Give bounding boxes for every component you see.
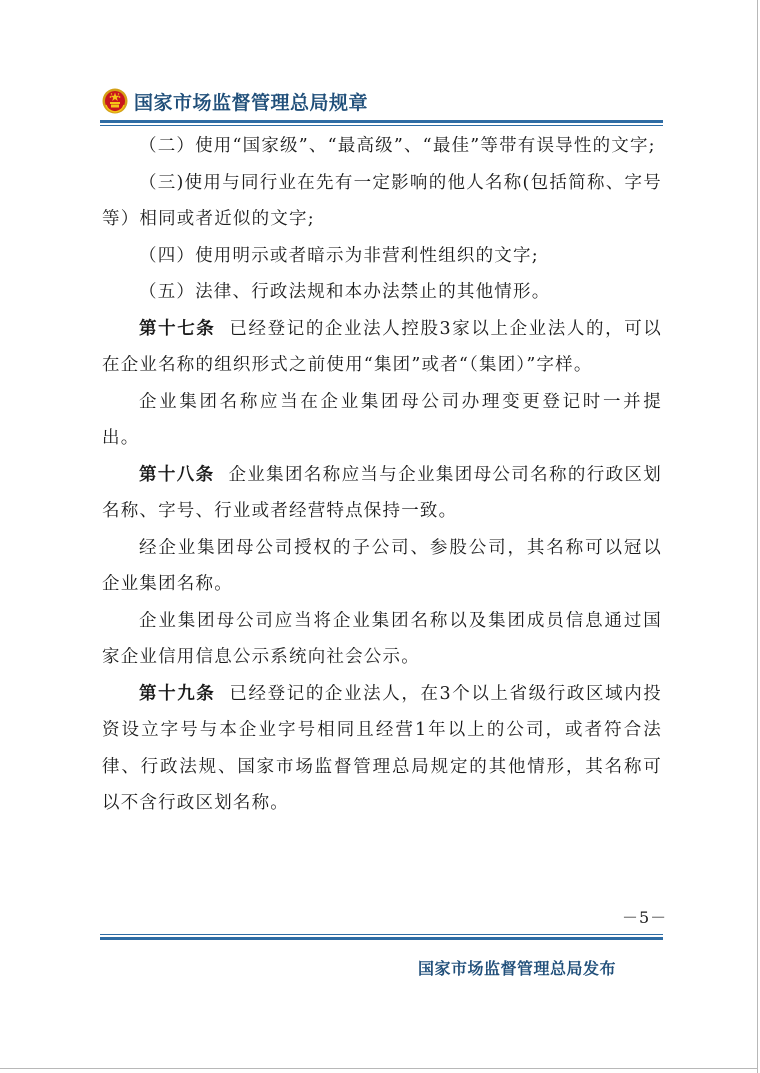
paragraph <box>102 165 662 238</box>
paragraph-text: （五）法律、行政法规和本办法禁止的其他情形。 <box>139 282 551 302</box>
paragraph <box>102 274 662 311</box>
article-number: 第十八条 <box>139 464 215 485</box>
page-edge-right <box>757 0 758 1073</box>
article-paragraph <box>102 676 662 822</box>
paragraph-text: 已经登记的企业法人控股3家以上企业法人的，可以在企业名称的组织形式之前使用“集团”或者“（集团）”字样。 <box>102 318 662 375</box>
paragraph <box>102 603 662 676</box>
article-number: 第十九条 <box>139 683 216 704</box>
header-rule-thin <box>100 125 663 126</box>
paragraph-text: （四）使用明示或者暗示为非营利性组织的文字; <box>139 245 539 266</box>
paragraph-text: 已经登记的企业法人，在3个以上省级行政区域内投资设立字号与本企业字号相同且经营1年以上的公司，或者符合法律、行政法规、国家市场监督管理总局规定的其他情形，其名称可以不含行政区划名称。 <box>102 683 662 813</box>
footer-rule-thick <box>100 937 663 940</box>
paragraph-text: （三)使用与同行业在先有一定影响的他人名称(包括简称、字号等）相同或者近似的文字; <box>102 172 662 229</box>
paragraph-text: 经企业集团母公司授权的子公司、参股公司，其名称可以冠以企业集团名称。 <box>102 537 662 594</box>
paragraph <box>102 384 662 457</box>
article-paragraph <box>102 457 662 530</box>
footer-rule-thin <box>100 934 663 935</box>
paragraph-text: 企业集团母公司应当将企业集团名称以及集团成员信息通过国家企业信用信息公示系统向社会公示。 <box>102 610 662 667</box>
paragraph <box>102 238 662 275</box>
paragraph <box>102 128 662 165</box>
paragraph-text: 企业集团名称应当与企业集团母公司名称的行政区划名称、字号、行业或者经营特点保持一致。 <box>102 464 662 521</box>
footer-publisher: 国家市场监督管理总局发布 <box>418 959 617 978</box>
header-rule-thick <box>100 120 663 123</box>
paragraph-text: 企业集团名称应当在企业集团母公司办理变更登记时一并提出。 <box>102 391 662 448</box>
page-edge-bottom <box>0 1068 758 1069</box>
article-number: 第十七条 <box>139 318 216 339</box>
document-header <box>100 82 662 122</box>
document-body <box>102 128 662 822</box>
header-title: 国家市场监督管理总局规章 <box>134 92 369 114</box>
national-emblem-icon <box>102 88 128 114</box>
page-number: －5－ <box>622 908 668 927</box>
paragraph <box>102 530 662 603</box>
paragraph-text: （二）使用“国家级”、“最高级”、“最佳”等带有误导性的文字; <box>139 136 656 156</box>
article-paragraph <box>102 311 662 384</box>
